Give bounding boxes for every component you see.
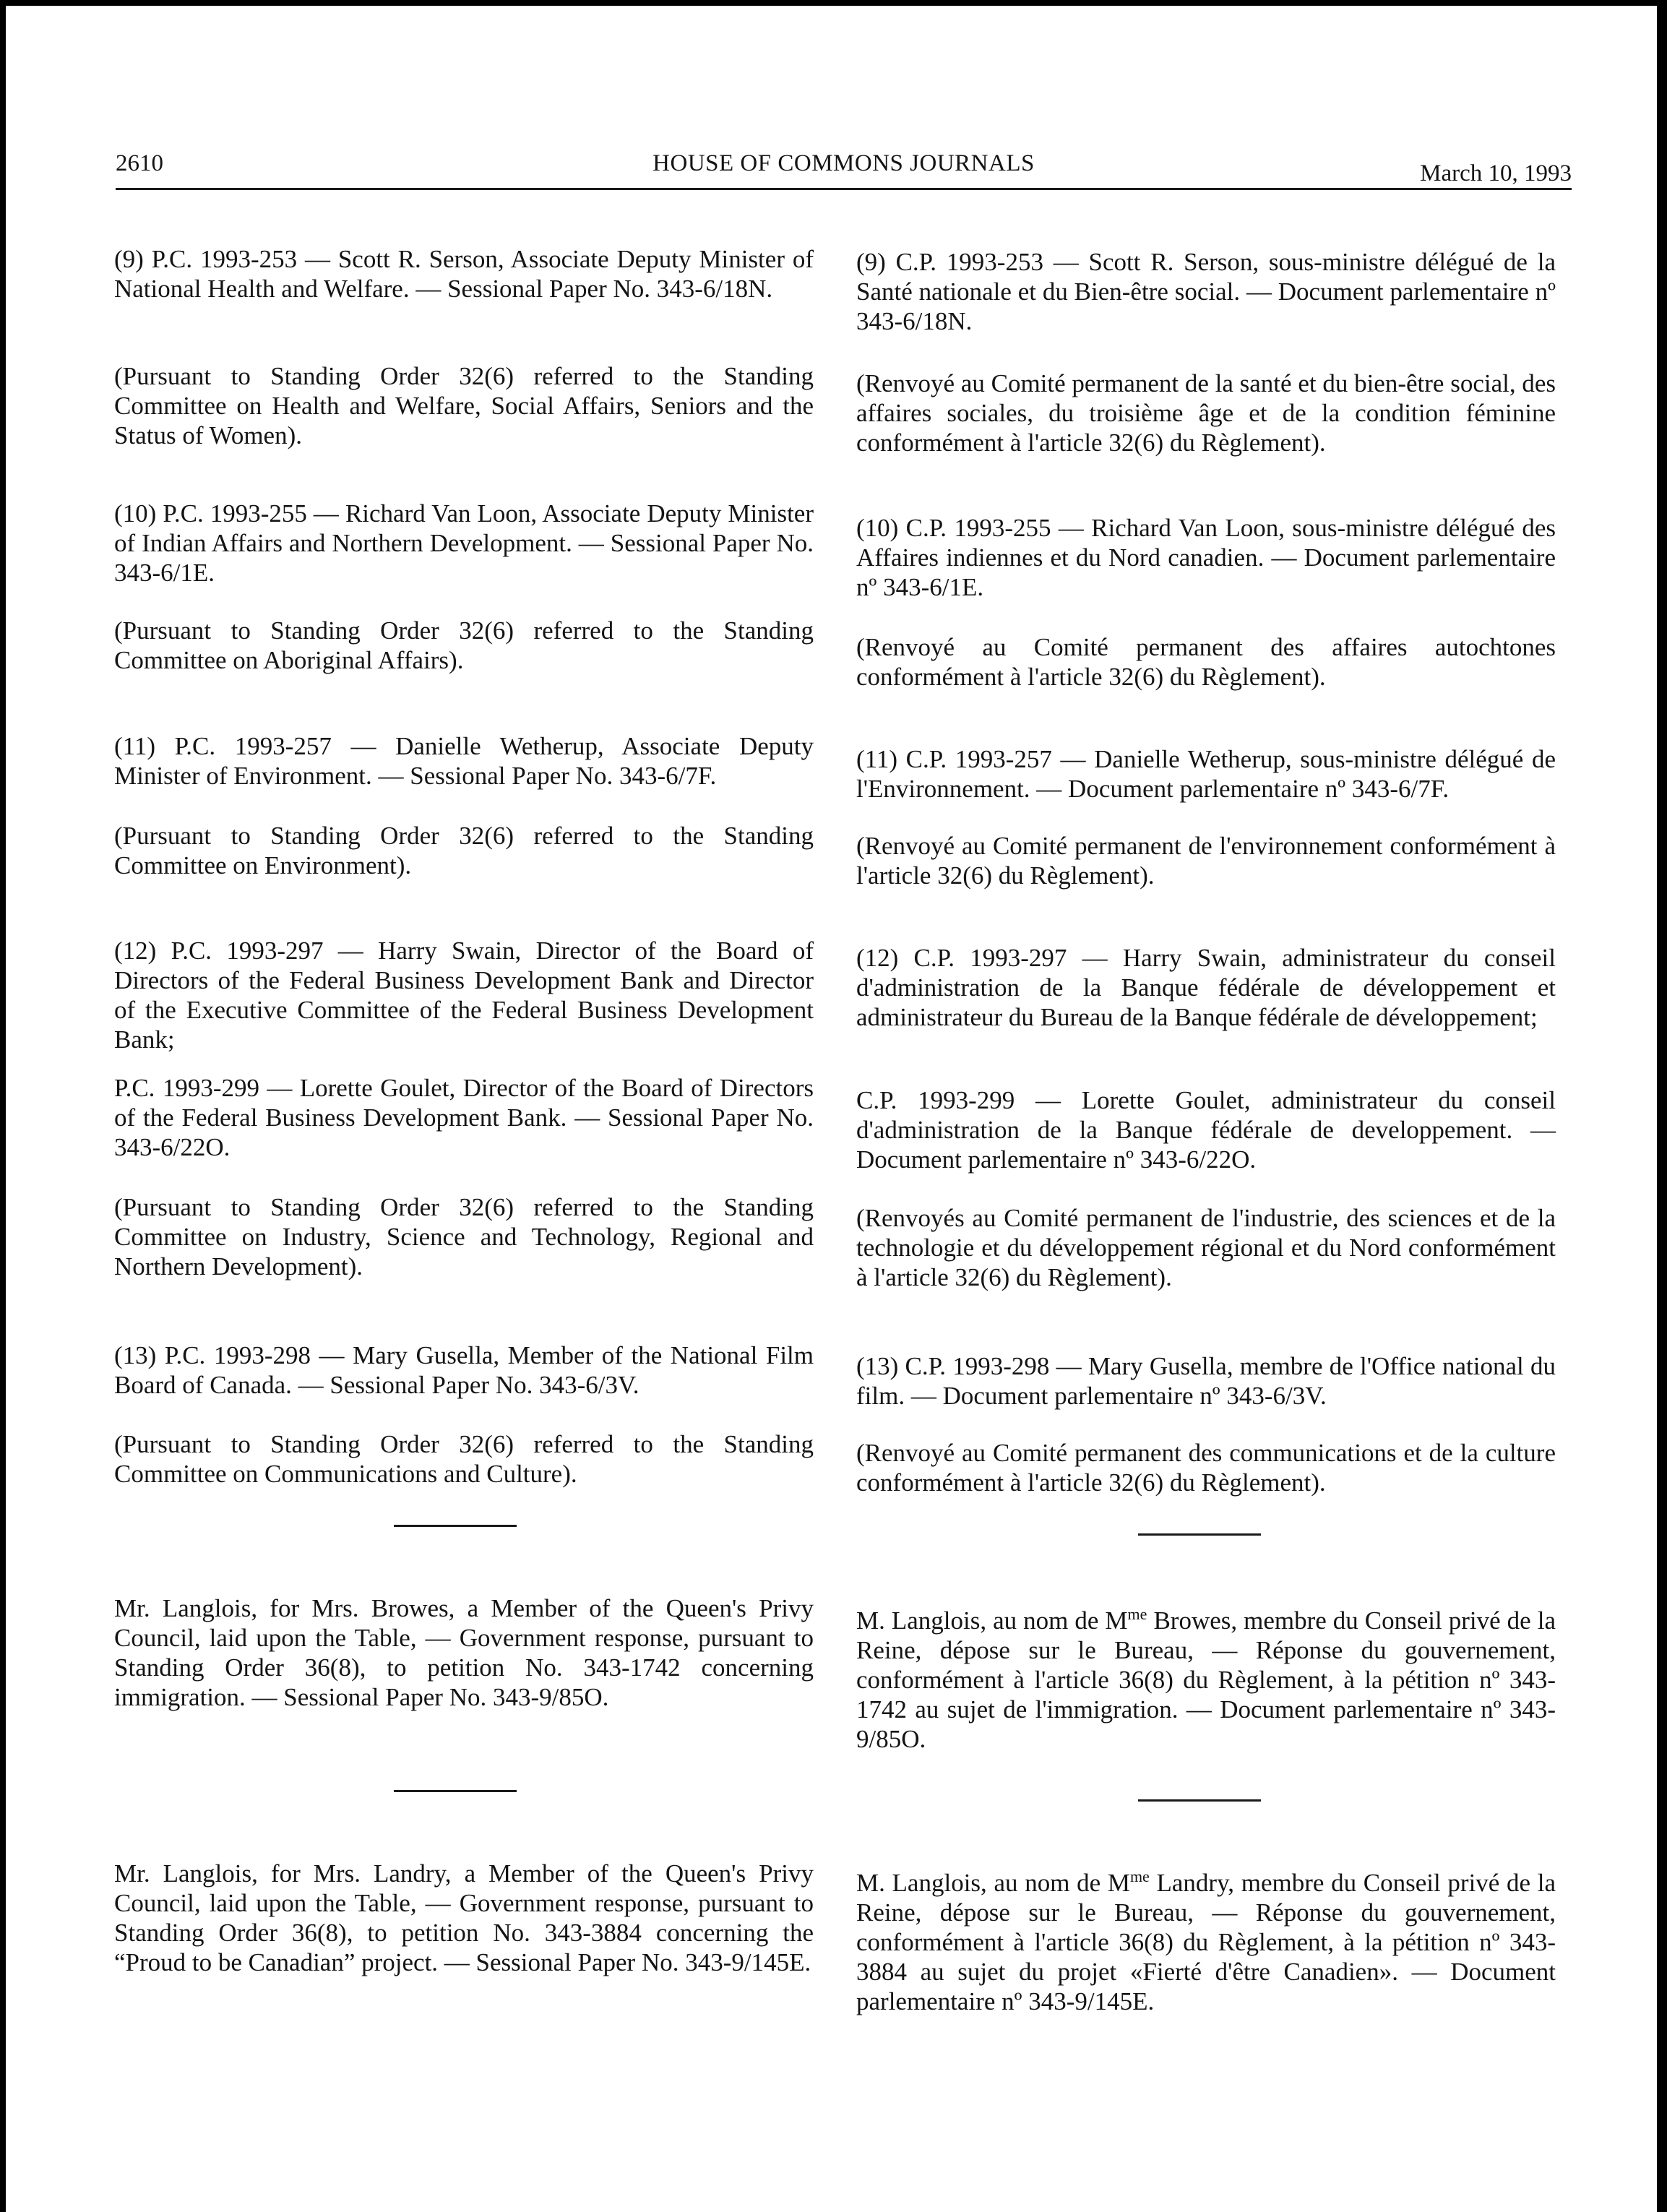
en-item-12-referral: (Pursuant to Standing Order 32(6) referred to the Standing Committee on Industry, Science and Technology, Regional and Northern Development).: [114, 1193, 814, 1281]
en-item-10-referral: (Pursuant to Standing Order 32(6) referred to the Standing Committee on Aboriginal Affairs).: [114, 616, 814, 674]
en-item-11: (11) P.C. 1993-257 — Danielle Wetherup, Associate Deputy Minister of Environment. — Sessional Paper No. 343-6/7F.: [114, 732, 814, 790]
section-divider: [1138, 1533, 1261, 1536]
fr-item-13-referral: (Renvoyé au Comité permanent des communications et de la culture conformément à l'article 32(6) du Règlement).: [856, 1439, 1556, 1497]
journal-date: March 10, 1993: [1420, 160, 1572, 186]
fr-item-11-referral: (Renvoyé au Comité permanent de l'environnement conformément à l'article 32(6) du Règlement).: [856, 832, 1556, 890]
fr-item-12: (12) C.P. 1993-297 — Harry Swain, administrateur du conseil d'administration de la Banque fédérale de développement et administrateur du Bureau de la Banque fédérale de développement;: [856, 944, 1556, 1031]
fr-item-12b: C.P. 1993-299 — Lorette Goulet, administrateur du conseil d'administration de la Banque fédérale de developpement. — Document parlementaire nº 343-6/22O.: [856, 1086, 1556, 1174]
scan-border-left: [0, 0, 6, 2212]
journal-title: HOUSE OF COMMONS JOURNALS: [652, 150, 1035, 176]
en-item-13-referral: (Pursuant to Standing Order 32(6) referred to the Standing Committee on Communications and Culture).: [114, 1430, 814, 1488]
en-item-11-referral: (Pursuant to Standing Order 32(6) referred to the Standing Committee on Environment).: [114, 822, 814, 879]
fr-petition-1: M. Langlois, au nom de $M^{me}$ Browes, membre du Conseil privé de la Reine, dépose sur le Bureau, — Réponse du gouvernement, conformément à l'article 36(8) du Règlement, à la pétition nº 343-1742 au sujet de l'immigration. — Document parlementaire nº 343-9/85O.: [856, 1605, 1556, 1753]
en-item-10: (10) P.C. 1993-255 — Richard Van Loon, Associate Deputy Minister of Indian Affairs and Northern Development. — Sessional Paper No. 343-6/1E.: [114, 499, 814, 587]
section-divider: [394, 1525, 517, 1527]
fr-item-11: (11) C.P. 1993-257 — Danielle Wetherup, sous-ministre délégué de l'Environnement. — Document parlementaire nº 343-6/7F.: [856, 745, 1556, 803]
fr-item-9: (9) C.P. 1993-253 — Scott R. Serson, sous-ministre délégué de la Santé nationale et du Bien-être social. — Document parlementaire nº 343-6/18N.: [856, 248, 1556, 335]
section-divider: [1138, 1799, 1261, 1802]
scan-border-top: [0, 0, 1667, 6]
scan-border-right: [1657, 0, 1667, 2212]
en-petition-2: Mr. Langlois, for Mrs. Landry, a Member of the Queen's Privy Council, laid upon the Table, — Government response, pursuant to Standing Order 36(8), to petition No. 343-3884 concerning the “Proud to be Canadian” project. — Sessional Paper No. 343-9/145E.: [114, 1859, 814, 1976]
en-item-12: (12) P.C. 1993-297 — Harry Swain, Director of the Board of Directors of the Federal Business Development Bank and Director of the Executive Committee of the Federal Business Development Bank;: [114, 937, 814, 1054]
en-item-9-referral: (Pursuant to Standing Order 32(6) referred to the Standing Committee on Health and Welfare, Social Affairs, Seniors and the Status of Women).: [114, 362, 814, 449]
fr-item-10: (10) C.P. 1993-255 — Richard Van Loon, sous-ministre délégué des Affaires indiennes et du Nord canadien. — Document parlementaire nº 343-6/1E.: [856, 514, 1556, 601]
fr-item-9-referral: (Renvoyé au Comité permanent de la santé et du bien-être social, des affaires sociales, du troisième âge et de la condition féminine conformément à l'article 32(6) du Règlement).: [856, 369, 1556, 457]
fr-petition-2: M. Langlois, au nom de $M^{me}$ Landry, membre du Conseil privé de la Reine, dépose sur le Bureau, — Réponse du gouvernement, conformément à l'article 36(8) du Règlement, à la pétition nº 343-3884 au sujet du projet «Fierté d'être Canadien». — Document parlementaire nº 343-9/145E.: [856, 1867, 1556, 2015]
en-petition-1: Mr. Langlois, for Mrs. Browes, a Member of the Queen's Privy Council, laid upon the Table, — Government response, pursuant to Standing Order 36(8), to petition No. 343-1742 concerning immigration. — Sessional Paper No. 343-9/85O.: [114, 1594, 814, 1711]
fr-item-10-referral: (Renvoyé au Comité permanent des affaires autochtones conformément à l'article 32(6) du Règlement).: [856, 633, 1556, 691]
en-item-12b: P.C. 1993-299 — Lorette Goulet, Director of the Board of Directors of the Federal Business Development Bank. — Sessional Paper No. 343-6/22O.: [114, 1074, 814, 1161]
fr-item-12-referral: (Renvoyés au Comité permanent de l'industrie, des sciences et de la technologie et du développement régional et du Nord conformément à l'article 32(6) du Règlement).: [856, 1204, 1556, 1291]
en-item-9: (9) P.C. 1993-253 — Scott R. Serson, Associate Deputy Minister of National Health and Welfare. — Sessional Paper No. 343-6/18N.: [114, 245, 814, 303]
fr-item-13: (13) C.P. 1993-298 — Mary Gusella, membre de l'Office national du film. — Document parlementaire nº 343-6/3V.: [856, 1352, 1556, 1410]
page-number: 2610: [116, 150, 163, 176]
en-item-13: (13) P.C. 1993-298 — Mary Gusella, Member of the National Film Board of Canada. — Sessional Paper No. 343-6/3V.: [114, 1341, 814, 1399]
running-head: [116, 145, 1572, 190]
section-divider: [394, 1790, 517, 1792]
